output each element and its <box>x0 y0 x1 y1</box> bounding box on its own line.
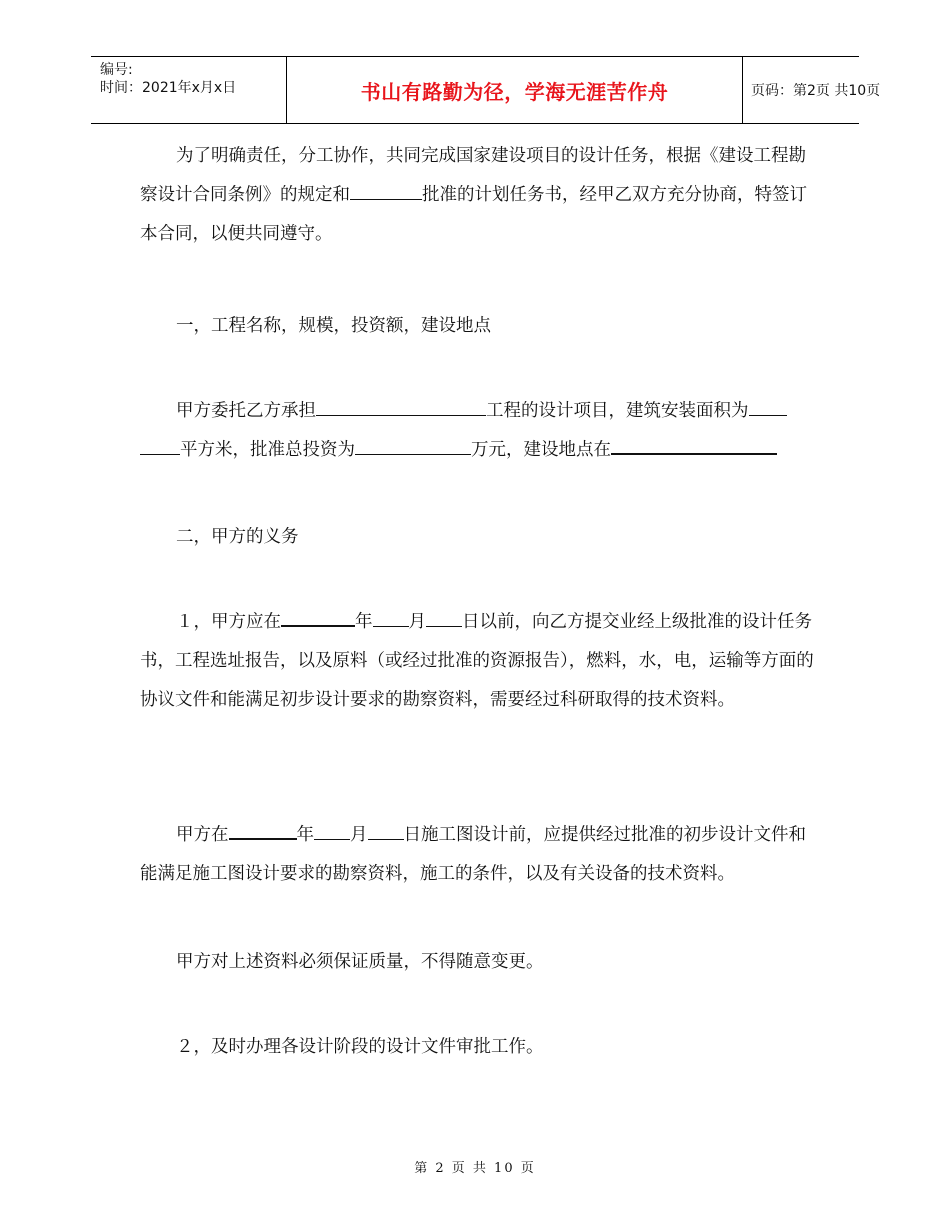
section-1-paragraph <box>140 392 820 470</box>
year-blank[interactable] <box>281 624 355 627</box>
intro-text-1: 为了明确责任，分工协作，共同完成国家建设项目的设计任务，根据《建设工程勘察设计合同条例》的规定和 <box>140 146 806 205</box>
project-name-blank[interactable] <box>316 414 486 416</box>
item1-text-1: １，甲方应在 <box>176 612 281 632</box>
header-meta-cell <box>91 57 286 123</box>
item1b-text-4: 日施工图设计前，应提供经过批准的初步设计文件和能满足施工图设计要求的勘察资料，施工的条件，以及有关设备的技术资料。 <box>140 825 806 884</box>
investment-blank[interactable] <box>355 453 471 455</box>
s1-text-4: 万元，建设地点在 <box>471 440 611 460</box>
page-info: 页码：第2页 共10页 <box>751 83 881 99</box>
motto-text: 书山有路勤为径，学海无涯苦作舟 <box>360 79 669 104</box>
day-blank[interactable] <box>426 625 462 627</box>
item1-text-4: 日以前，向乙方提交业经上级批准的设计任务书，工程选址报告，以及原料（或经过批准的资源报告），燃料，水，电，运输等方面的协议文件和能满足初步设计要求的勘察资料，需要经过科研取得的技术资料。 <box>140 612 814 710</box>
s1-text-2: 工程的设计项目，建筑安装面积为 <box>486 401 749 421</box>
item-1c-paragraph: 甲方对上述资料必须保证质量，不得随意变更。 <box>176 952 544 972</box>
item-1b-paragraph <box>140 816 820 894</box>
month-blank[interactable] <box>373 625 409 627</box>
area-blank-b[interactable] <box>140 453 180 455</box>
item1b-text-1: 甲方在 <box>176 825 229 845</box>
month-blank-2[interactable] <box>314 838 350 840</box>
s1-text-1: 甲方委托乙方承担 <box>176 401 316 421</box>
item1-month: 月 <box>408 612 426 632</box>
item1-year: 年 <box>355 612 373 632</box>
header-page-cell <box>742 57 881 123</box>
number-label: 编号: <box>100 62 133 78</box>
item1b-year: 年 <box>296 825 314 845</box>
area-blank-a[interactable] <box>749 414 787 416</box>
approval-authority-blank[interactable] <box>350 198 422 200</box>
time-label: 时间：2021年x月x日 <box>100 80 237 96</box>
intro-text-2: 批准的计划任务书，经甲乙双方充分协商，特签订本合同，以便共同遵守。 <box>140 185 807 244</box>
page-footer: 第 2 页 共 10 页 <box>414 1161 536 1176</box>
header-motto-cell <box>286 57 743 123</box>
item-1-paragraph <box>140 603 820 720</box>
s1-text-3: 平方米，批准总投资为 <box>180 440 355 460</box>
year-blank-2[interactable] <box>229 837 297 840</box>
document-header <box>91 56 881 124</box>
section-1-heading: 一，工程名称，规模，投资额，建设地点 <box>176 316 491 336</box>
location-blank[interactable] <box>611 452 777 455</box>
intro-paragraph <box>140 137 820 254</box>
item1b-month: 月 <box>350 825 368 845</box>
day-blank-2[interactable] <box>368 838 404 840</box>
section-2-heading: 二，甲方的义务 <box>176 527 299 547</box>
item-2-paragraph: ２，及时办理各设计阶段的设计文件审批工作。 <box>176 1037 544 1057</box>
